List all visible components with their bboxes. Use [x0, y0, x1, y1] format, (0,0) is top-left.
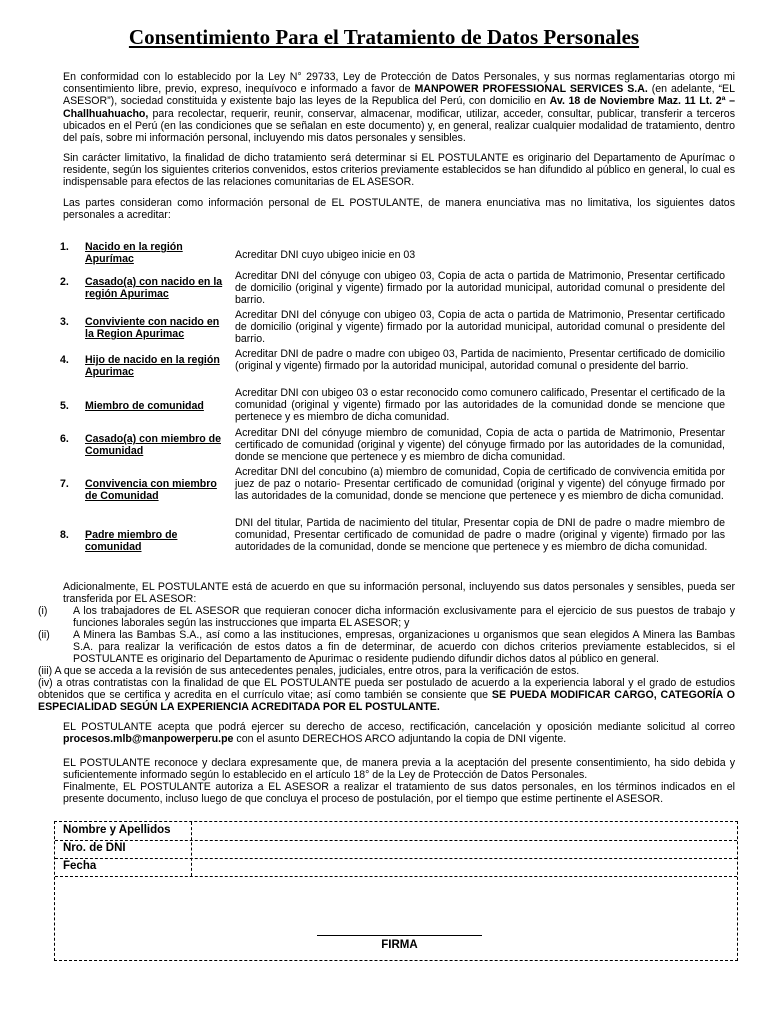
transfer-text: A los trabajadores de EL ASESOR que requieran conocer dicha información exclusivamente para el ejercicio de sus puestos de trabajo y funciones laborales según las instrucciones que imparta EL ASESOR; y: [73, 605, 735, 630]
requirement-number: 5.: [60, 400, 69, 412]
dni-label: Nro. de DNI: [63, 842, 126, 854]
transfer-marker: (i): [38, 605, 48, 617]
date-row: [55, 858, 737, 877]
arco-text-1: EL POSTULANTE acepta que podrá ejercer su derecho de acceso, rectificación, cancelación y oposición mediante solicitud al correo: [63, 721, 735, 733]
requirement-number: 4.: [60, 354, 69, 366]
requirement-label: Hijo de nacido en la región Apurimac: [85, 354, 220, 379]
transfer-bold-text: SE PUEDA MODIFICAR CARGO, CATEGORÍA O ESPECIALIDAD SEGÚN LA EXPERIENCIA ACREDITADA POR EL POSTULANTE.: [38, 689, 736, 714]
arco-paragraph: [63, 721, 735, 745]
closing-paragraph-1: EL POSTULANTE reconoce y declara expresamente que, de manera previa a la aceptación del presente consentimiento, ha sido debida y suficientemente informado según lo establecido en el artículo 18° de la Ley de Protección de Datos Personales.: [63, 757, 735, 782]
transfer-text: A Minera las Bambas S.A., así como a las instituciones, empresas, organizaciones u organismos que sean elegidos A Minera las Bambas S.A. para realizar la verificación de estos datos a fin de determinar, de acuerdo con dichos criterios previamente establecidos, si el POSTULANTE es originario del Departamento de Apurimac o residente pudiendo difundir dichos datos al público en general.: [73, 629, 735, 666]
transfer-text: a otras contratistas con la finalidad de que EL POSTULANTE pueda ser postulado de acuerdo a la experiencia laboral y el grado de estudios obtenidos que se certifica y acredita en el currículo vitae; así como también se consiente que: [38, 677, 735, 702]
transfer-item: [38, 677, 735, 714]
closing-paragraph-2: Finalmente, EL POSTULANTE autoriza a EL ASESOR a realizar el tratamiento de sus datos personales, en los términos indicados en el presente documento, incluso luego de que concluya el proceso de postulación, por el tiempo que estime pertinente el ASESOR.: [63, 781, 735, 806]
requirement-label: Conviviente con nacido en la Region Apurimac: [85, 316, 220, 341]
parties-paragraph: Las partes consideran como información personal de EL POSTULANTE, de manera enunciativa mas no limitativa, los siguientes datos personales a acreditar:: [63, 197, 735, 222]
requirement-description: Acreditar DNI del concubino (a) miembro de comunidad, Copia de certificado de convivencia emitida por juez de paz o notario- Presentar certificado de comunidad (original y vigente) del cónyuge firmado por las autoridades de la comunidad, donde se mencione que pertenece y es miembro de dicha comunidad.: [235, 466, 725, 503]
requirement-number: 8.: [60, 529, 69, 541]
requirement-description: Acreditar DNI del cónyuge con ubigeo 03, Copia de acta o partida de Matrimonio, Presentar certificado de domicilio (original y vigente) firmado por la autoridad municipal, autoridad comunal o presidente del barrio.: [235, 270, 725, 307]
document-title: Consentimiento Para el Tratamiento de Datos Personales: [128, 25, 640, 49]
requirement-description: Acreditar DNI del cónyuge con ubigeo 03, Copia de acta o partida de Matrimonio, Presentar certificado de domicilio (original y vigente) firmado por la autoridad municipal, autoridad comunal o presidente del barrio.: [235, 309, 725, 346]
signature-box: [54, 821, 738, 961]
transfer-item: [38, 665, 735, 677]
requirement-description: Acreditar DNI del cónyuge miembro de comunidad, Copia de acta o partida de Matrimonio, Presentar certificado de comunidad (original y vigente) del cónyuge firmado por las autoridades de la comunidad, donde se mencione que pertenece y es miembro de dicha comunidad.: [235, 427, 725, 464]
requirement-description: Acreditar DNI con ubigeo 03 o estar reconocido como comunero calificado, Presentar el certificado de la comunidad (original y vigente) firmado por las autoridades de la comunidad donde se mencione que pertenece y es miembro de dicha comunidad.: [235, 387, 725, 424]
signature-line: [317, 935, 482, 936]
intro-text-3: para recolectar, requerir, reunir, conservar, almacenar, modificar, utilizar, acceder, consultar, publicar, transferir a terceros ubicados en el Perú (en las condiciones que se señalan en este documento) y, en general, realizar cualquier modalidad de tratamiento, dentro del país, sobre mi información personal, incluyendo mis datos personales y sensibles.: [63, 107, 735, 145]
requirement-number: 7.: [60, 478, 69, 490]
transfer-text: A que se acceda a la revisión de sus antecedentes penales, judiciales, entre otros, para la verificación de estos.: [54, 665, 580, 677]
purpose-paragraph: Sin carácter limitativo, la finalidad de dicho tratamiento será determinar si EL POSTULANTE es originario del Departamento de Apurímac o residente, según los siguientes criterios convenidos, estos criterios previamente establecidos se han difundido al público en general, lo cual es indispensable para efectos de las relaciones comunitarias de EL ASESOR.: [63, 152, 735, 189]
requirement-label: Casado(a) con miembro de Comunidad: [85, 433, 221, 458]
requirement-number: 2.: [60, 276, 69, 288]
transfer-marker: (iii): [38, 665, 53, 677]
name-row: [55, 822, 737, 841]
dni-row: [55, 840, 737, 859]
signature-caption: FIRMA: [381, 939, 418, 951]
requirement-number: 6.: [60, 433, 69, 445]
requirement-label: Casado(a) con nacido en la región Apurimac: [85, 276, 223, 301]
intro-text-1: En conformidad con lo establecido por la Ley N° 29733, Ley de Protección de Datos Personales, y sus normas reglamentarias otorgo mi consentimiento libre, previo, expreso, inequívoco e informado a favor de: [63, 71, 735, 96]
company-name: MANPOWER PROFESSIONAL SERVICES S.A.: [414, 83, 648, 96]
requirement-label: Nacido en la región Apurímac: [85, 241, 183, 266]
intro-text-2: (en adelante, “EL ASESOR”), sociedad constituida y existente bajo las leyes de la Republica del Perú, con domicilio en: [63, 83, 736, 108]
company-address: Av. 18 de Noviembre Maz. 11 Lt. 2ª – Challhuahuacho,: [63, 95, 735, 120]
requirement-description: DNI del titular, Partida de nacimiento del titular, Presentar copia de DNI de padre o madre miembro de comunidad, Presentar certificado de comunidad de padre o madre (original y vigente) firmado por las autoridades de la comunidad, donde se mencione que pertenece y es miembro de dicha comunidad.: [235, 517, 725, 554]
transfer-marker: (ii): [38, 629, 50, 641]
additional-paragraph: Adicionalmente, EL POSTULANTE está de acuerdo en que su información personal, incluyendo sus datos personales y sensibles, pueda ser transferida por EL ASESOR:: [63, 581, 735, 606]
requirement-number: 3.: [60, 316, 69, 328]
requirement-number: 1.: [60, 241, 69, 253]
contact-email: procesos.mlb@manpowerperu.pe: [63, 733, 234, 746]
field-divider: [191, 822, 192, 876]
transfer-marker: (iv): [38, 677, 53, 689]
name-label: Nombre y Apellidos: [63, 824, 171, 836]
requirement-label: Miembro de comunidad: [85, 400, 204, 412]
requirement-label: Padre miembro de comunidad: [85, 529, 178, 554]
intro-paragraph: [63, 71, 735, 144]
arco-text-2: con el asunto DERECHOS ARCO adjuntando la copia de DNI vigente.: [233, 733, 567, 746]
requirement-label: Convivencia con miembro de Comunidad: [85, 478, 217, 503]
date-label: Fecha: [63, 860, 97, 872]
requirement-description: Acreditar DNI de padre o madre con ubigeo 03, Partida de nacimiento, Presentar certificado de domicilio (original y vigente) firmado por la autoridad municipal, autoridad comunal o presidente del barrio.: [235, 348, 725, 373]
requirement-description: Acreditar DNI cuyo ubigeo inicie en 03: [235, 249, 416, 261]
